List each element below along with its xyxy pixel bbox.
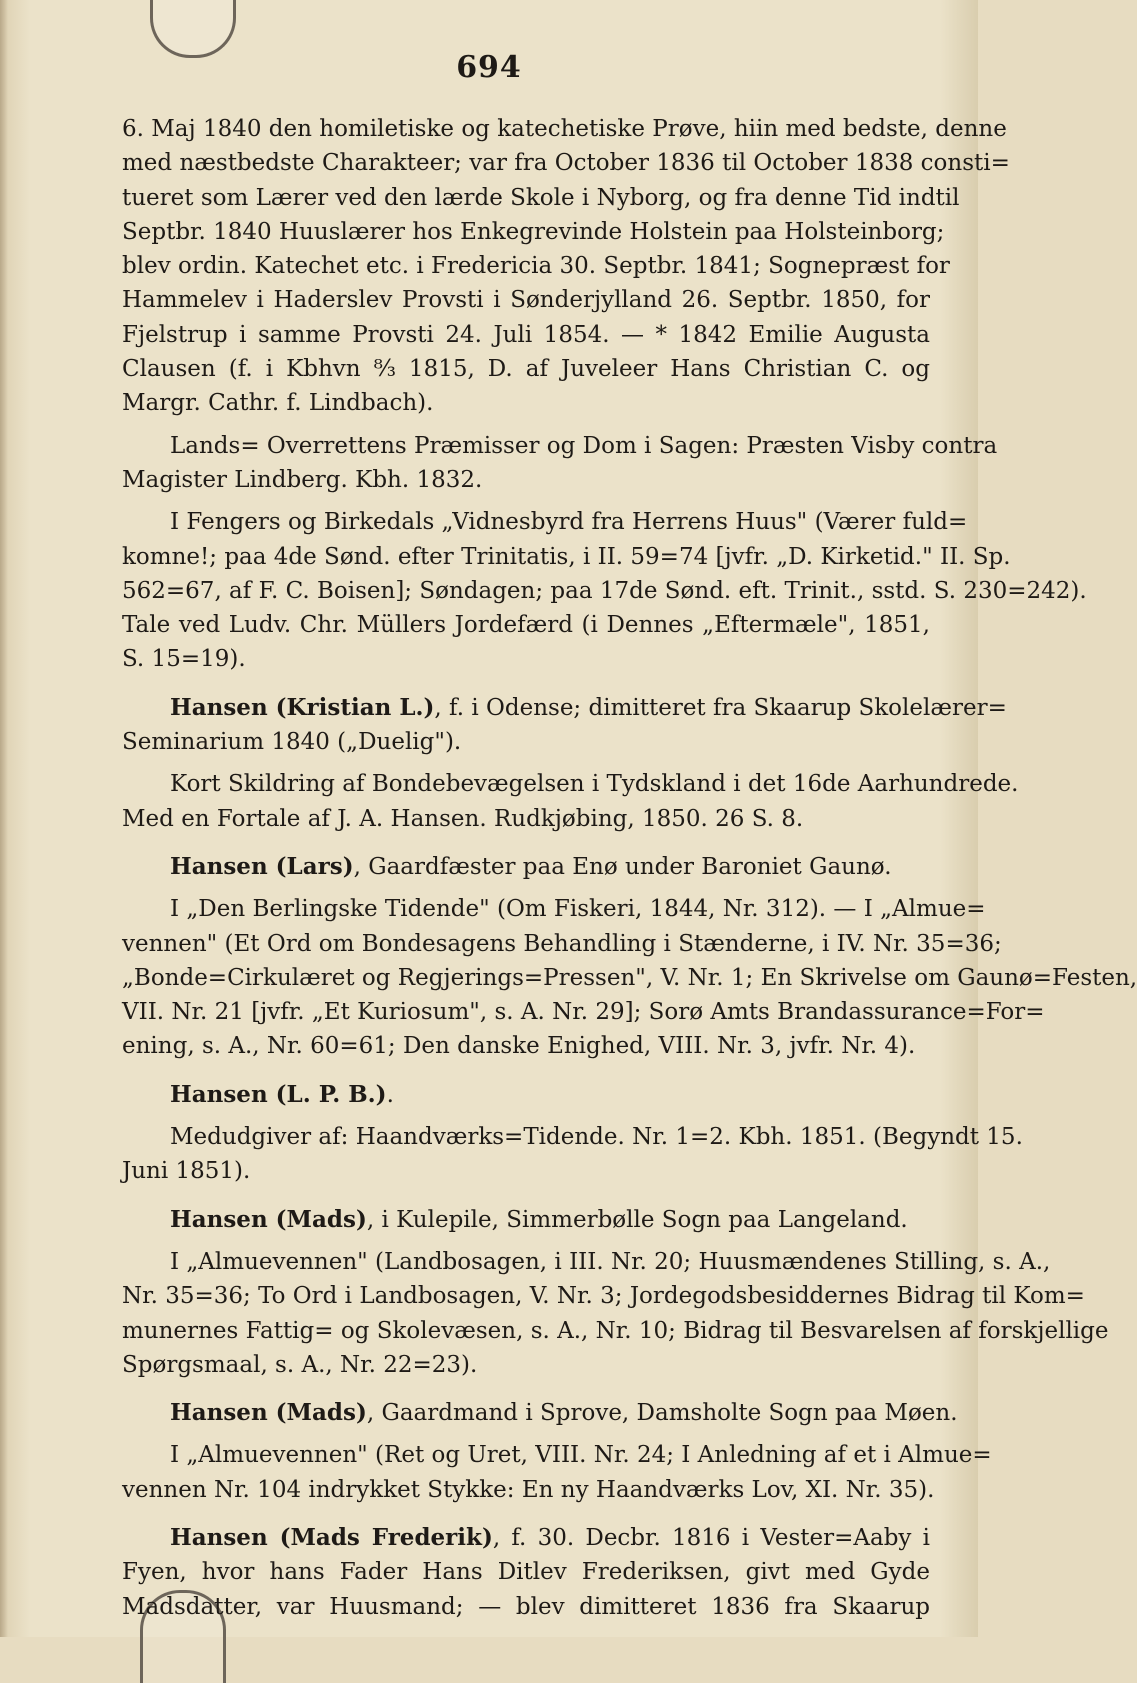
text-line: Tale ved Ludv. Chr. Müllers Jordefærd (i Dennes „Eftermæle", 1851, [122, 612, 930, 639]
entry-heading [122, 691, 1007, 760]
text-line: Hansen (Mads), i Kulepile, Simmerbølle Sogn paa Langeland. [170, 1205, 908, 1233]
text-line: Spørgsmaal, s. A., Nr. 22=23). [122, 1351, 478, 1378]
block-spacer [122, 1237, 930, 1245]
text-line: I „Almuevennen" (Landbosagen, i III. Nr. 20; Huusmændenes Stilling, s. A., [170, 1248, 1051, 1275]
page-body [122, 112, 1137, 1624]
text-line: Hammelev i Haderslev Provsti i Sønderjylland 26. Septbr. 1850, for [122, 287, 930, 314]
entry-heading [122, 1203, 930, 1237]
paragraph [122, 1245, 1109, 1382]
text-line: I Fengers og Birkedals „Vidnesbyrd fra Herrens Huus" (Værer fuld= [170, 509, 968, 536]
paragraph [122, 1120, 1023, 1189]
text-line: komne!; paa 4de Sønd. efter Trinitatis, i II. 59=74 [jvfr. „D. Kirketid." II. Sp. [122, 543, 1011, 570]
entry-heading [122, 850, 930, 884]
text-line: Septbr. 1840 Huuslærer hos Enkegrevinde Holstein paa Holsteinborg; [122, 218, 945, 245]
block-spacer [122, 1064, 930, 1078]
block-spacer [122, 677, 930, 691]
text-line: vennen" (Et Ord om Bondesagens Behandling i Stænderne, i IV. Nr. 35=36; [122, 930, 1002, 957]
text-line: Nr. 35=36; To Ord i Landbosagen, V. Nr. 3; Jordegodsbesiddernes Bidrag til Kom= [122, 1283, 1085, 1310]
text-line: Hansen (Kristian L.), f. i Odense; dimitteret fra Skaarup Skolelærer= [170, 693, 1007, 721]
block-spacer [122, 1112, 930, 1120]
text-line: Madsdatter, var Huusmand; — blev dimitteret 1836 fra Skaarup [122, 1593, 930, 1620]
text-line: „Bonde=Cirkulæret og Regjerings=Pressen", V. Nr. 1; En Skrivelse om Gaunø=Festen, [122, 964, 1137, 991]
paragraph [122, 112, 1010, 421]
entry-heading [122, 1396, 958, 1430]
text-line: S. 15=19). [122, 646, 246, 673]
text-line: Seminarium 1840 („Duelig"). [122, 729, 462, 756]
text-line: Kort Skildring af Bondebevægelsen i Tydskland i det 16de Aarhundrede. [170, 771, 1019, 798]
paragraph [122, 1438, 992, 1507]
text-line: Hansen (L. P. B.). [170, 1080, 394, 1108]
text-line: Fyen, hvor hans Fader Hans Ditlev Frederiksen, givt med Gyde [122, 1559, 930, 1586]
text-line: ening, s. A., Nr. 60=61; Den danske Enighed, VIII. Nr. 3, jvfr. Nr. 4). [122, 1033, 916, 1060]
text-line: med næstbedste Charakteer; var fra October 1836 til October 1838 consti= [122, 150, 1010, 177]
entry-heading [122, 1521, 930, 1624]
text-line: Hansen (Lars), Gaardfæster paa Enø under Baroniet Gaunø. [170, 852, 892, 880]
block-spacer [122, 1382, 930, 1396]
page-number: 694 [456, 50, 522, 85]
block-spacer [122, 497, 930, 505]
entry-heading [122, 1078, 930, 1112]
paragraph [122, 429, 998, 498]
text-line: Margr. Cathr. f. Lindbach). [122, 390, 434, 417]
text-line: Fjelstrup i samme Provsti 24. Juli 1854. — * 1842 Emilie Augusta [122, 321, 930, 348]
text-line: Lands= Overrettens Præmisser og Dom i Sagen: Præsten Visby contra [170, 432, 998, 459]
block-spacer [122, 759, 930, 767]
text-line: blev ordin. Katechet etc. i Fredericia 30. Septbr. 1841; Sognepræst for [122, 253, 950, 280]
paragraph [122, 767, 1019, 836]
text-line: I „Den Berlingske Tidende" (Om Fiskeri, 1844, Nr. 312). — I „Almue= [170, 896, 986, 923]
text-line: tueret som Lærer ved den lærde Skole i Nyborg, og fra denne Tid indtil [122, 184, 960, 211]
block-spacer [122, 1189, 930, 1203]
block-spacer [122, 836, 930, 850]
text-line: Medudgiver af: Haandværks=Tidende. Nr. 1=2. Kbh. 1851. (Begyndt 15. [170, 1124, 1023, 1151]
text-line: vennen Nr. 104 indrykket Stykke: En ny Haandværks Lov, XI. Nr. 35). [122, 1476, 935, 1503]
block-spacer [122, 884, 930, 892]
text-line: Med en Fortale af J. A. Hansen. Rudkjøbing, 1850. 26 S. 8. [122, 805, 804, 832]
text-line: Magister Lindberg. Kbh. 1832. [122, 466, 483, 493]
text-line: Hansen (Mads), Gaardmand i Sprove, Damsholte Sogn paa Møen. [170, 1399, 958, 1427]
text-line: munernes Fattig= og Skolevæsen, s. A., Nr. 10; Bidrag til Besvarelsen af forskjellige [122, 1317, 1109, 1344]
text-line: Clausen (f. i Kbhvn ⁸⁄₃ 1815, D. af Juveleer Hans Christian C. og [122, 356, 930, 383]
block-spacer [122, 1430, 930, 1438]
text-line: Hansen (Mads Frederik), f. 30. Decbr. 1816 i Vester=Aaby i [170, 1523, 930, 1551]
paragraph [122, 892, 1137, 1063]
text-line: 562=67, af F. C. Boisen]; Søndagen; paa 17de Sønd. eft. Trinit., sstd. S. 230=242). [122, 577, 1087, 604]
text-line: VII. Nr. 21 [jvfr. „Et Kuriosum", s. A. Nr. 29]; Sorø Amts Brandassurance=For= [122, 999, 1045, 1026]
block-spacer [122, 1507, 930, 1521]
block-spacer [122, 421, 930, 429]
text-line: I „Almuevennen" (Ret og Uret, VIII. Nr. 24; I Anledning af et i Almue= [170, 1442, 992, 1469]
text-line: 6. Maj 1840 den homiletiske og katechetiske Prøve, hiin med bedste, denne [122, 116, 1007, 142]
page-edge-shadow [0, 0, 8, 1637]
paragraph [122, 505, 1087, 676]
text-line: Juni 1851). [122, 1158, 251, 1185]
